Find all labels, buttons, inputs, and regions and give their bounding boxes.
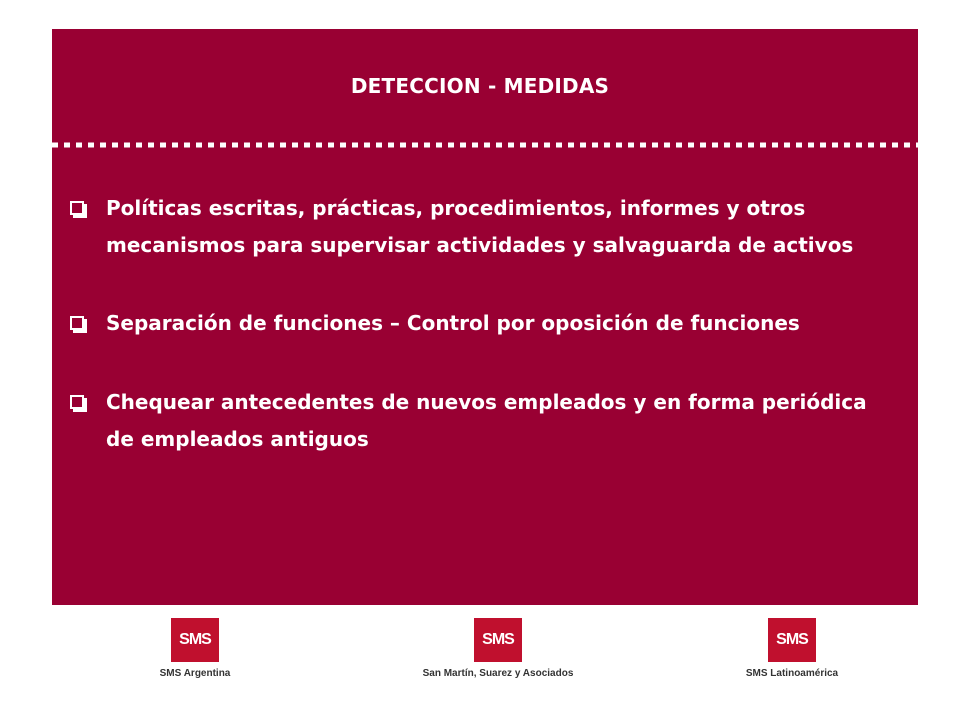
sms-logo-icon: SMS (474, 618, 522, 662)
checkbox-bullet-icon (70, 316, 84, 330)
bullet-text: Separación de funciones – Control por oposición de funciones (106, 311, 800, 335)
checkbox-bullet-icon (70, 201, 84, 215)
bullet-item (70, 305, 890, 342)
checkbox-bullet-icon (70, 395, 84, 409)
logo-sms-argentina (130, 618, 260, 679)
logo-label: SMS Latinoamérica (745, 668, 839, 679)
logo-label: SMS Argentina (159, 668, 231, 679)
logo-label: San Martín, Suarez y Asociados (422, 668, 574, 679)
logo-san-martin-suarez (398, 618, 598, 679)
bullet-item (70, 190, 890, 264)
bullet-list (70, 190, 890, 499)
bullet-text: Chequear antecedentes de nuevos empleados y en forma periódica de empleados antiguos (106, 390, 867, 451)
bullet-text: Políticas escritas, prácticas, procedimientos, informes y otros mecanismos para supervisar actividades y salvaguarda de activos (106, 196, 854, 257)
dotted-divider (52, 142, 918, 148)
sms-logo-icon: SMS (768, 618, 816, 662)
logo-sms-latinoamerica (722, 618, 862, 679)
bullet-item (70, 384, 890, 458)
sms-logo-icon: SMS (171, 618, 219, 662)
slide-title: DETECCION - MEDIDAS (350, 74, 610, 98)
